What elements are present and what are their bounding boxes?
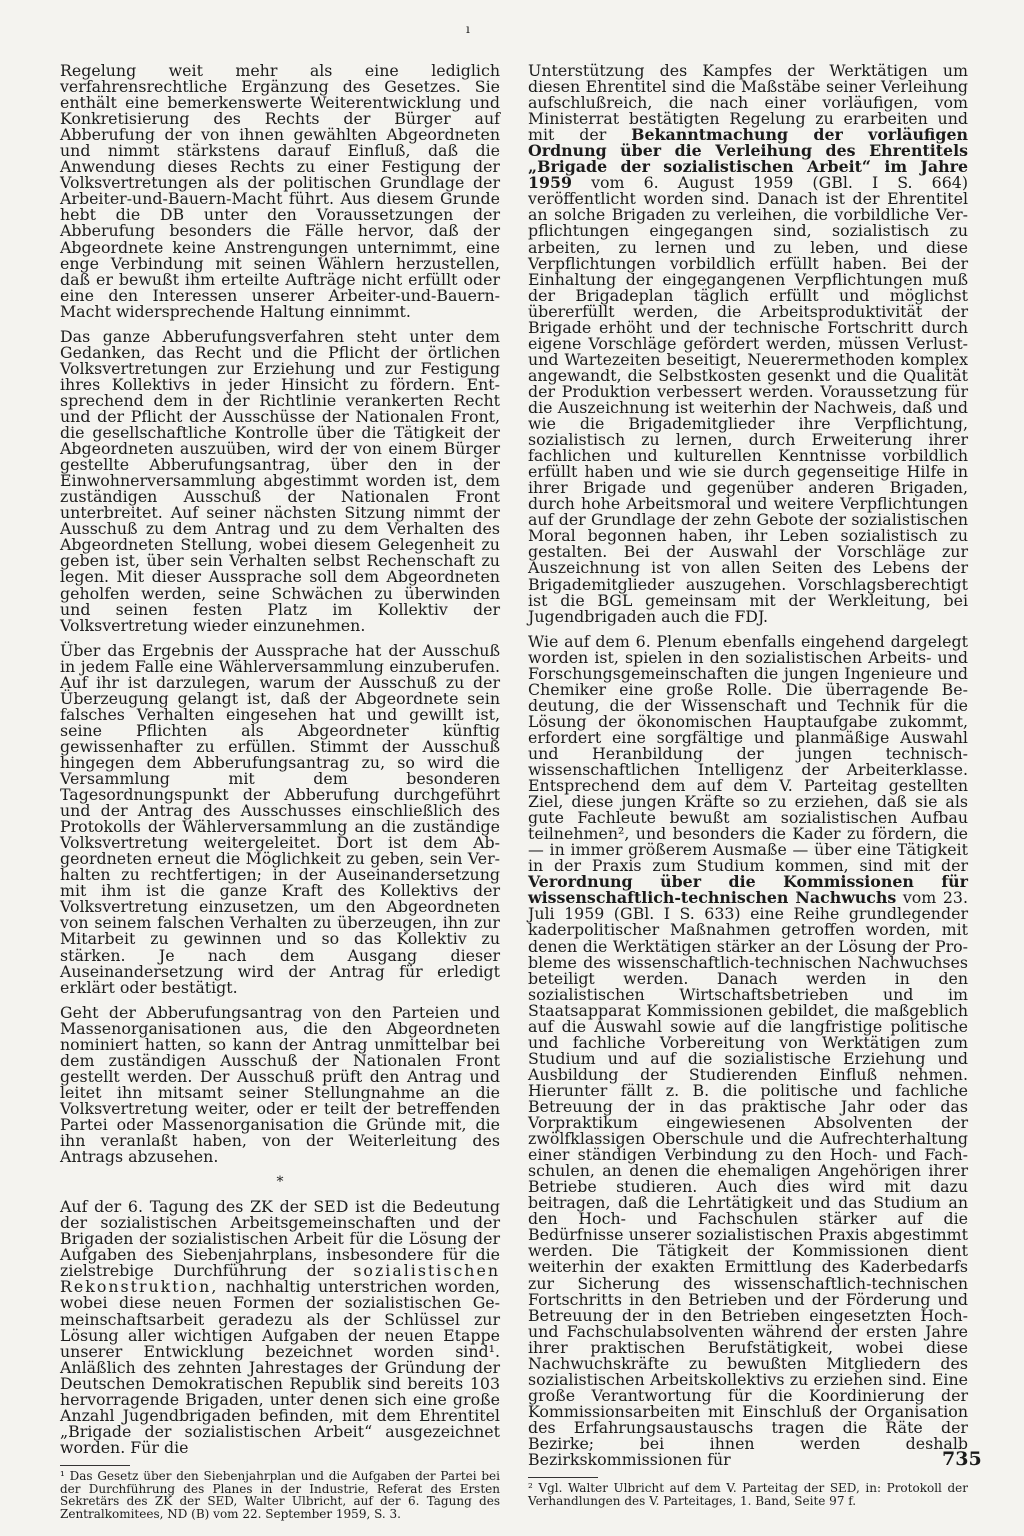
bold-reference: Verordnung über die Kommissionen für wissenschaftlich-technischen Nachwuchs: [528, 872, 968, 908]
paragraph: Über das Ergebnis der Aussprache hat der Ausschuß in jedem Falle eine Wählerversammlung einzuberufen. Auf ihr ist darzulegen, warum der Ausschuß zu der Überzeugung gelangt ist, daß der Abgeordnete sein falsches Verhalten eingesehen hat und gewillt ist, seine Pflichten als Abgeordneter künftig gewissenhafter zu erfüllen. Stimmt der Ausschuß hingegen dem Abberufungsantrag zu, so wird die Versammlung mit dem besonderen Tagesordnungspunkt der Abberufung durchgeführt und der Antrag des Ausschusses einschließlich des Protokolls der Wählerversammlung an die zuständige Volksvertretung weitergeleitet. Dort ist dem Abgeordneten erneut die Möglichkeit zu geben, sein Verhalten zu rechtfertigen; in der Auseinandersetzung mit ihm ist die ganze Kraft des Kollektivs der Volksvertretung einzusetzen, um den Abgeordneten von seinem falschen Verhalten zu überzeugen, ihn zur Mitarbeit zu gewinnen und so das Kollektiv zu stärken. Je nach dem Ausgang dieser Auseinandersetzung wird der Antrag für erledigt erklärt oder bestätigt.: [60, 640, 500, 997]
left-column: [60, 63, 500, 1529]
paragraph: Regelung weit mehr als eine lediglich verfahrensrechtliche Ergänzung des Gesetzes. Sie enthält eine bemerkenswerte Weiterentwicklung und Konkretisierung des Rechts der Bürger auf Abberufung der von ihnen gewählten Abgeordneten und nimmt stärkstens darauf Einfluß, daß die Anwendung dieses Rechts zu einer Festigung der Volksvertretungen als der politischen Grundlage der Arbeiter-und-Bauern-Macht führt. Aus diesem Grunde hebt die DB unter den Voraussetzungen der Abberufung besonders die Fälle hervor, daß der Abgeordnete keine Anstrengungen unternimmt, eine enge Verbindung mit seinen Wählern herzustellen, daß er bewußt ihm erteilte Aufträge nicht erfüllt oder eine den Interessen unserer Arbeiter-und-Bauern-Macht widersprechende Haltung einnimmt.: [60, 61, 500, 321]
text-run: vom 6. August 1959 (GBl. I S. 664) veröffentlicht worden sind. Danach ist der Ehrentitel an solche Brigaden zu verleihen, die vorbildliche Verpflichtungen eingegangen sind, sozialistisch zu arbeiten, zu lernen und zu leben, und diese Verpflichtungen vorbildlich erfüllt haben. Bei der Einhaltung der eingegangenen Verpflichtungen muß der Brigadeplan täglich erfüllt und möglichst übererfüllt werden, die Arbeitsproduktivität der Brigade erhöht und der technische Fortschritt durch eigene Vorschläge gefördert werden, müssen Verlust- und Wartezeiten beseitigt, Neuerermethoden komplex angewandt, die Selbstkosten gesenkt und die Qualität der Produktion verbessert werden. Voraussetzung für die Auszeichnung ist weiterhin der Nachweis, daß und wie die Brigademitglieder ihre Verpflichtung, sozialistisch zu lernen, durch Erweiterung ihrer fachlichen und kulturellen Kenntnisse vorbildlich erfüllt haben und wie sie durch gegenseitige Hilfe in ihrer Brigade und gegenüber anderen Brigaden, durch hohe Arbeitsmoral und weitere Verpflichtungen auf der Grundlage der zehn Gebote der sozialistischen Moral begonnen haben, ihr Leben sozialistisch zu gestalten. Bei der Auswahl der Vorschläge zur Auszeichnung ist von allen Seiten des Lebens der Brigademitglieder auszugehen. Vorschlagsberechtigt ist die BGL gemeinsam mit der Werkleitung, bei Jugendbrigaden auch die FDJ.: [528, 173, 968, 626]
text-run: Auf der 6. Tagung des ZK der SED ist die Bedeutung der sozialistischen Arbeitsgemeinschaften und der Brigaden der sozialistischen Arbeit für die Lösung der Aufgaben des Siebenjahrplans, insbesondere für die zielstrebige Durchführung der: [60, 1197, 500, 1281]
page-number: 735: [942, 1448, 982, 1470]
paragraph: [528, 63, 968, 625]
footnote-rule: [528, 1477, 598, 1478]
top-mark: ı: [466, 22, 470, 36]
paragraph: [60, 1199, 500, 1456]
footnote-rule: [60, 1465, 130, 1466]
text-run: Unterstützung des Kampfes der Werktätigen um diesen Ehrentitel sind die Maßstäbe seiner Verleihung aufschlußreich, die nach einer vorläufigen, vom Ministerrat bestätigten Regelung zu erarbeiten und mit der: [528, 61, 968, 145]
paragraph: [528, 631, 968, 1470]
right-column: [528, 63, 968, 1516]
spaced-text: sozialistischen Rekonstruktion,: [60, 1261, 500, 1297]
text-run: vom 23. Juli 1959 (GBl. I S. 633) eine Reihe grundlegender kaderpolitischer Maßnahmen getroffen worden, mit denen die Werktätigen stärker an der Lösung der Probleme des wissenschaftlich-technischen Nachwuchses beteiligt werden. Danach werden in den sozialistischen Wirtschaftsbetrieben und im Staatsapparat Kommissionen gebildet, die maßgeblich auf die Auswahl sowie auf die langfristige politische und fachliche Vorbereitung von Werktätigen zum Studium und auf die sozialistische Erziehung und Ausbildung der Studierenden Einfluß nehmen. Hierunter fällt z. B. die politische und fachliche Betreuung der in das praktische Jahr oder das Vorpraktikum eingewiesenen Absolventen der zwölfklassigen Oberschule und die Aufrechterhaltung einer ständigen Verbindung zu den Hoch- und Fachschulen, an denen die ehemaligen Angehörigen ihrer Betriebe studieren. Auch dies wird mit dazu beitragen, daß die Lehrtätigkeit und das Studium an den Hoch- und Fachschulen stärker auf die Bedürfnisse unserer sozialistischen Praxis abgestimmt werden. Die Tätigkeit der Kommissionen dient weiterhin der exakten Ermittlung des Kaderbedarfs zur Sicherung des wissenschaftlich-technischen Fortschritts in den Betrieben und der Förderung und Betreuung der in den Betrieben eingesetzten Hoch- und Fachschulabsolventen während der ersten Jahre ihrer praktischen Berufstätigkeit, wobei diese Nachwuchskräfte zu bewußten Mitgliedern des sozialistischen Arbeitskollektivs zu erziehen sind. Eine große Verantwortung für die Koordinierung der Kommissionsarbeiten mit Einschluß der Organisation des Erfahrungsaustauschs tragen die Räte der Bezirke; bei ihnen werden deshalb Bezirkskommissionen für: [528, 888, 968, 1470]
footnote: ² Vgl. Walter Ulbricht auf dem V. Parteitag der SED, in: Protokoll der Verhandlungen des V. Parteitages, 1. Band, Seite 97 f.: [528, 1481, 968, 1508]
section-separator: *: [276, 1174, 284, 1191]
text-run: nachhaltig unterstrichen worden, wobei diese neuen Formen der sozialistischen Gemeinschaftsarbeit geradezu als der Schlüssel zur Lösung aller wichtigen Aufgaben der neuen Etappe unserer Entwicklung bezeichnet worden sind¹. Anläßlich des zehnten Jahrestages der Gründung der Deutschen Demokratischen Republik sind bereits 103 hervorragende Brigaden, unter denen sich eine große Anzahl Jugendbrigaden befinden, mit dem Ehrentitel „Brigade der sozialistischen Arbeit“ ausgezeichnet worden. Für die: [60, 1277, 500, 1457]
text-run: Wie auf dem 6. Plenum ebenfalls eingehend dargelegt worden ist, spielen in den sozialistischen Arbeits- und Forschungsgemeinschaften die jungen Ingenieure und Chemiker eine große Rolle. Die überragende Bedeutung, die der Wissenschaft und Technik für die Lösung der ökonomischen Hauptaufgabe zukommt, erfordert eine sorgfältige und planmäßige Auswahl und Heranbildung der jungen technisch-wissenschaftlichen Intelligenz der Arbeiterklasse. Entsprechend dem auf dem V. Parteitag gestellten Ziel, diese jungen Kräfte so zu erziehen, daß sie als gute Fachleute bewußt am sozialistischen Aufbau teilnehmen², und besonders die Kader zu fördern, die — in immer größerem Ausmaße — über eine Tätigkeit in der Praxis zum Studium kommen, sind mit der: [528, 631, 968, 876]
footnote: ¹ Das Gesetz über den Siebenjahrplan und die Aufgaben der Partei bei der Durchführung des Planes in der Industrie, Referat des Ersten Sekretärs des ZK der SED, Walter Ulbricht, auf der 6. Tagung des Zentralkomitees, ND (B) vom 22. September 1959, S. 3.: [60, 1468, 500, 1521]
paragraph: Geht der Abberufungsantrag von den Parteien und Massenorganisationen aus, die den Abgeordneten nominiert hatten, so kann der Antrag unmittelbar bei dem zuständigen Ausschuß der Nationalen Front gestellt werden. Der Ausschuß prüft den Antrag und leitet ihn mitsamt seiner Stellungnahme an die Volksvertretung weiter, oder er teilt der betreffenden Partei oder Massenorganisation die Gründe mit, die ihn veranlaßt haben, von der Weiterleitung des Antrags abzusehen.: [60, 1002, 500, 1167]
bold-reference: Bekanntmachung der vorläufigen Ordnung über die Verleihung des Ehrentitels „Brigade der sozialistischen Arbeit“ im Jahre 1959: [528, 125, 968, 193]
paragraph: Das ganze Abberufungsverfahren steht unter dem Gedanken, das Recht und die Pflicht der örtlichen Volksvertretungen zur Erziehung und zur Festigung ihres Kollektivs in jeder Hinsicht zu fördern. Entsprechend dem in der Richtlinie verankerten Recht und der Pflicht der Ausschüsse der Nationalen Front, die gesellschaftliche Kontrolle über die Tätigkeit der Abgeordneten auszuüben, wird der von einem Bürger gestellte Abberufungsantrag, über den in der Einwohnerversammlung abgestimmt worden ist, dem zuständigen Ausschuß der Nationalen Front unterbreitet. Auf seiner nächsten Sitzung nimmt der Ausschuß zu dem Antrag und zu dem Verhalten des Abgeordneten Stellung, wobei diesem Gelegenheit zu geben ist, über sein Verhalten selbst Rechenschaft zu legen. Mit dieser Aussprache soll dem Abgeordneten geholfen werden, seine Schwächen zu überwinden und seinen festen Platz im Kollektiv der Volksvertretung wieder einzunehmen.: [60, 326, 500, 635]
